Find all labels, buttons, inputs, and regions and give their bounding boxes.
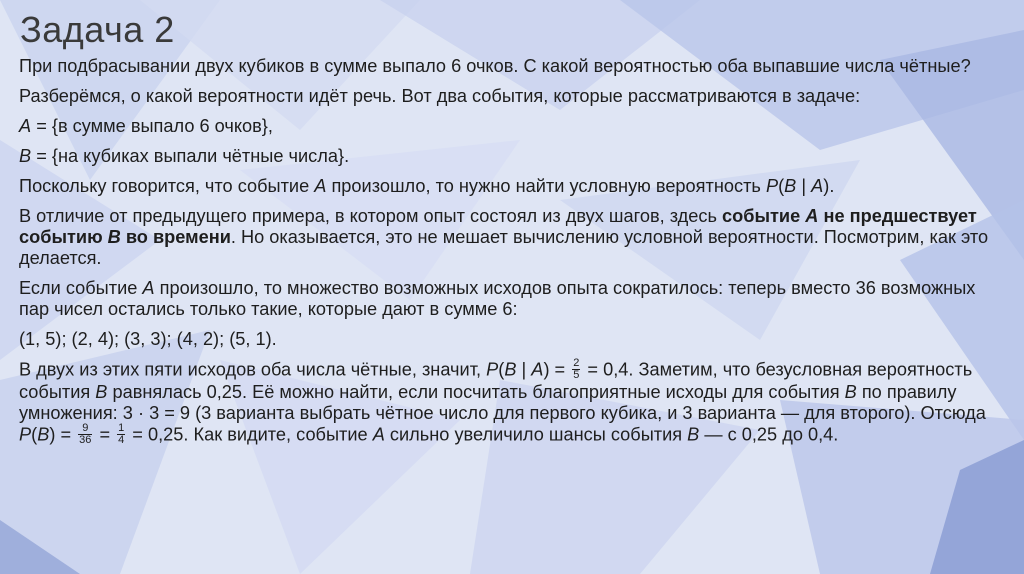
fraction-2-5: $\frac{2}{5}$ <box>573 357 580 381</box>
fraction-9-36: $\frac{9}{36}$ <box>79 422 92 446</box>
solution-paragraph: В двух из этих пяти исходов оба числа чётные, значит, P(B | A) = $\frac{2}{5}$ = 0,4. Заметим, что безусловная вероятность события B равнялась 0,25. Её можно найти, если посчитать благоприятные исходы для события B по правилу умножения: 3 · 3 = 9 (3 варианта выбрать чётное число для первого кубика, и 3 варианта — для второго). Отсюда P(B) = $\frac{9}{36}$ = $\frac{1}{4}$ = 0,25. Как видите, событие A сильно увеличило шансы события B — с 0,25 до 0,4. <box>19 357 986 446</box>
slide-title: Задача 2 <box>20 9 175 50</box>
intro-paragraph: Разберёмся, о какой вероятности идёт речь. Вот два события, которые рассматриваются в задаче: <box>19 86 861 106</box>
outcomes-list: (1, 5); (2, 4); (3, 3); (4, 2); (5, 1). <box>19 329 277 349</box>
emphasis-text: событие A не предшествует событию B во времени <box>19 206 977 247</box>
fraction-1-4: $\frac{1}{4}$ <box>118 422 125 446</box>
problem-statement: При подбрасывании двух кубиков в сумме выпало 6 очков. С какой вероятностью оба выпавшие числа чётные? <box>19 56 971 76</box>
slide-body <box>19 56 1004 456</box>
conditional-probability-paragraph: Поскольку говорится, что событие A произошло, то нужно найти условную вероятность P(B | A). <box>19 176 835 196</box>
event-b-definition: B = {на кубиках выпали чётные числа}. <box>19 146 350 166</box>
event-a-definition: A = {в сумме выпало 6 очков}, <box>19 116 273 136</box>
difference-paragraph: В отличие от предыдущего примера, в котором опыт состоял из двух шагов, здесь событие A не предшествует событию B во времени. Но оказывается, это не мешает вычислению условной вероятности. Посмотрим, как это делается. <box>19 206 989 268</box>
outcomes-intro-paragraph: Если событие A произошло, то множество возможных исходов опыта сократилось: теперь вместо 36 возможных пар чисел остались только такие, которые дают в сумме 6: <box>19 278 976 319</box>
